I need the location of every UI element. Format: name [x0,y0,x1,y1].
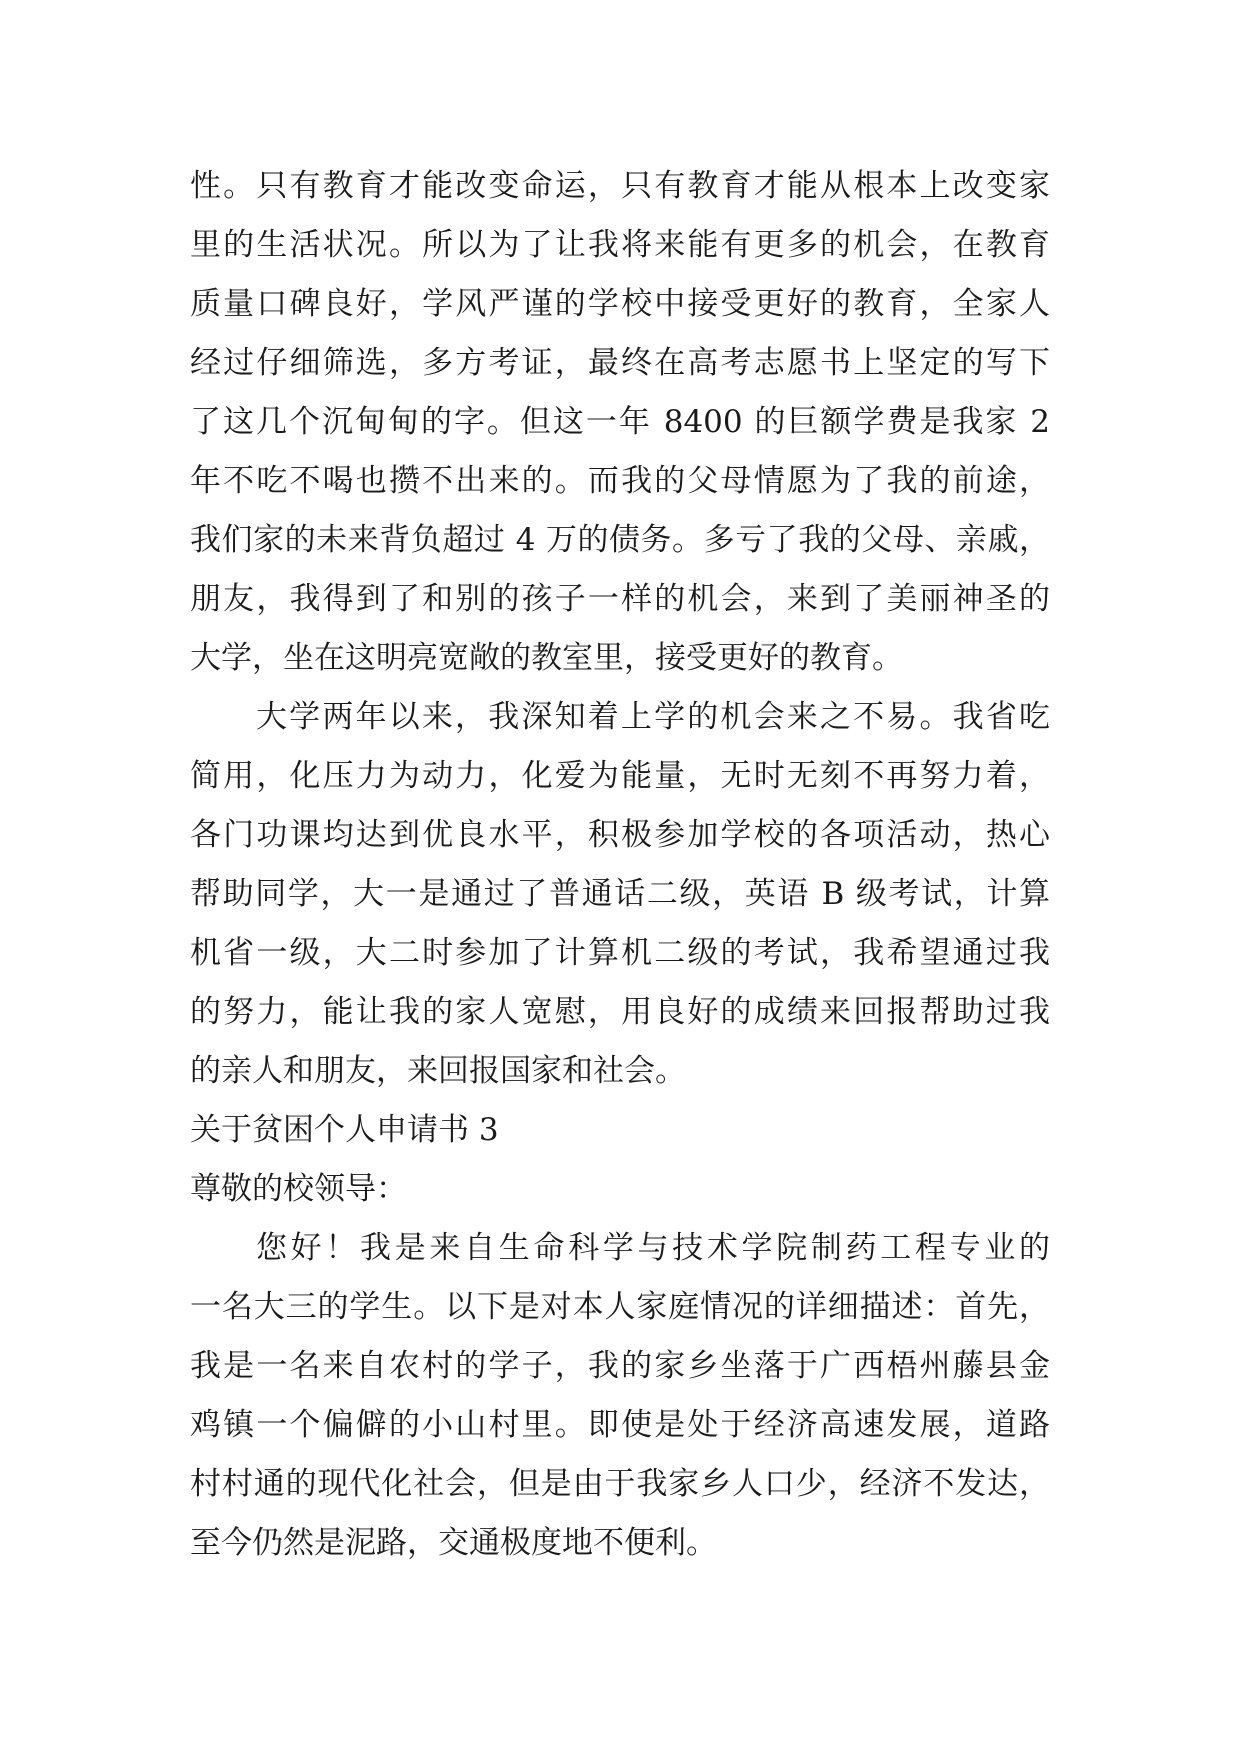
paragraph-first-line: 您好！我是来自生命科学与技术学院制药工程专业的 [256,1230,1050,1266]
text-line: 朋友，我得到了和别的孩子一样的机会，来到了美丽神圣的 [190,581,1050,617]
text-line: 里的生活状况。所以为了让我将来能有更多的机会，在教育 [190,227,1050,263]
text-line: 性。只有教育才能改变命运，只有教育才能从根本上改变家 [190,168,1050,204]
text-line: 村村通的现代化社会，但是由于我家乡人口少，经济不发达， [190,1466,1050,1502]
text-line: 机省一级，大二时参加了计算机二级的考试，我希望通过我 [190,935,1050,971]
text-line: 我们家的未来背负超过 4 万的债务。多亏了我的父母、亲戚， [190,522,1050,558]
text-line: 质量口碑良好，学风严谨的学校中接受更好的教育，全家人 [190,286,1050,322]
text-line: 的努力，能让我的家人宽慰，用良好的成绩来回报帮助过我 [190,994,1050,1030]
text-line: 鸡镇一个偏僻的小山村里。即使是处于经济高速发展，道路 [190,1407,1050,1443]
text-line: 一名大三的学生。以下是对本人家庭情况的详细描述：首先， [190,1289,1050,1325]
paragraph-end-line: 大学，坐在这明亮宽敞的教室里，接受更好的教育。 [190,640,903,676]
text-line: 了这几个沉甸甸的字。但这一年 8400 的巨额学费是我家 2 [190,404,1050,440]
document-body [190,157,1050,1573]
salutation: 尊敬的校领导： [190,1171,407,1207]
paragraph-end-line: 至今仍然是泥路，交通极度地不便利。 [190,1525,717,1561]
section-heading: 关于贫困个人申请书 3 [190,1112,499,1148]
paragraph-first-line: 大学两年以来，我深知着上学的机会来之不易。我省吃 [256,699,1050,735]
text-line: 经过仔细筛选，多方考证，最终在高考志愿书上坚定的写下 [190,345,1050,381]
text-line: 我是一名来自农村的学子，我的家乡坐落于广西梧州藤县金 [190,1348,1050,1384]
text-line: 简用，化压力为动力，化爱为能量，无时无刻不再努力着， [190,758,1050,794]
paragraph-end-line: 的亲人和朋友，来回报国家和社会。 [190,1053,686,1089]
text-line: 各门功课均达到优良水平，积极参加学校的各项活动，热心 [190,817,1050,853]
text-line: 年不吃不喝也攒不出来的。而我的父母情愿为了我的前途， [190,463,1050,499]
text-line: 帮助同学，大一是通过了普通话二级，英语 B 级考试，计算 [190,876,1050,912]
